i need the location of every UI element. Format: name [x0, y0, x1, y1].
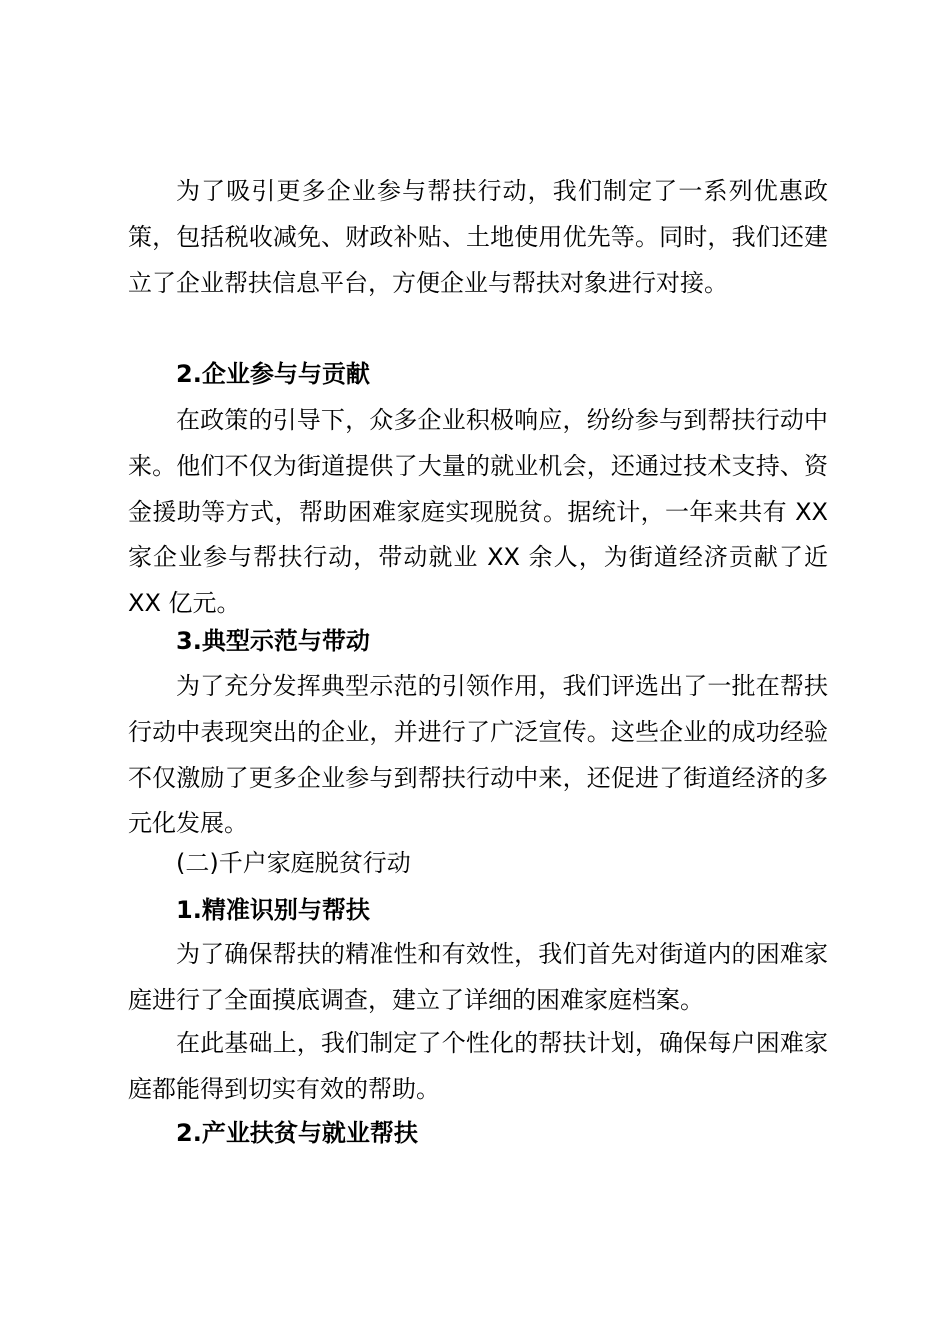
heading-typical-demonstration: 3.典型示范与带动 — [176, 627, 370, 655]
paragraph-typical-demonstration: 为了充分发挥典型示范的引领作用，我们评选出了一批在帮扶行动中表现突出的企业，并进行了广泛宣传。这些企业的成功经验不仅激励了更多企业参与到帮扶行动中来，还促进了街道经济的多元化发展。 — [128, 672, 828, 838]
subsection-title-poverty-alleviation: (二)千户家庭脱贫行动 — [176, 849, 411, 877]
heading-enterprise-participation: 2.企业参与与贡献 — [176, 360, 370, 388]
heading-industry-employment: 2.产业扶贫与就业帮扶 — [176, 1119, 418, 1147]
paragraph-personalized-plan: 在此基础上，我们制定了个性化的帮扶计划，确保每户困难家庭都能得到切实有效的帮助。 — [128, 1029, 828, 1103]
paragraph-enterprise-incentives: 为了吸引更多企业参与帮扶行动，我们制定了一系列优惠政策，包括税收减免、财政补贴、土地使用优先等。同时，我们还建立了企业帮扶信息平台，方便企业与帮扶对象进行对接。 — [128, 177, 828, 297]
heading-precise-identification: 1.精准识别与帮扶 — [176, 896, 370, 924]
paragraph-precise-identification: 为了确保帮扶的精准性和有效性，我们首先对街道内的困难家庭进行了全面摸底调查，建立了详细的困难家庭档案。 — [128, 940, 828, 1014]
paragraph-enterprise-contribution: 在政策的引导下，众多企业积极响应，纷纷参与到帮扶行动中来。他们不仅为街道提供了大量的就业机会，还通过技术支持、资金援助等方式，帮助困难家庭实现脱贫。据统计，一年来共有 XX 家企业参与帮扶行动，带动就业 XX 余人，为街道经济贡献了近 XX 亿元。 — [128, 406, 828, 618]
